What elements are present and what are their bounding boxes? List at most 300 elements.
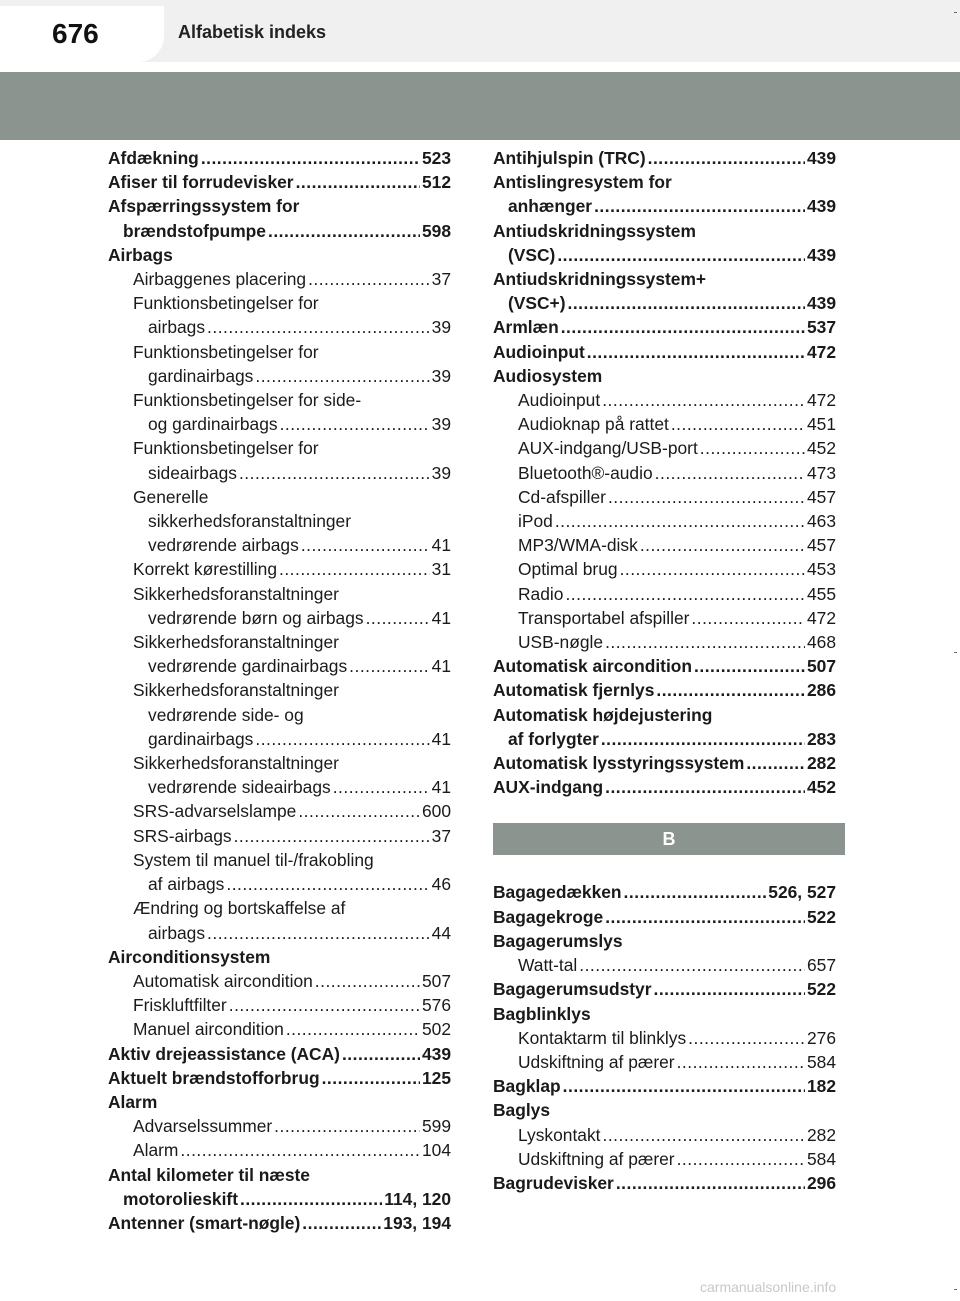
entry-term: brændstofpumpe <box>123 220 266 241</box>
entry-term: MP3/WMA-disk <box>518 535 638 556</box>
index-entry <box>108 727 451 751</box>
dot-leader <box>605 905 805 929</box>
entry-term: Antiudskridningssystem+ <box>493 269 707 290</box>
entry-term: gardinairbags <box>148 365 254 386</box>
dot-leader <box>239 461 430 485</box>
dot-leader <box>648 146 805 170</box>
index-entry <box>493 509 836 533</box>
index-entry <box>493 412 836 436</box>
dot-leader <box>286 1017 420 1041</box>
entry-term: Alarm <box>108 1091 158 1112</box>
index-entry <box>108 533 451 557</box>
entry-term: Audioknap på rattet <box>518 414 669 435</box>
index-entry <box>108 340 451 364</box>
entry-page: 451 <box>806 414 836 435</box>
margin-tick <box>954 652 957 653</box>
index-entry <box>108 557 451 581</box>
index-entry <box>108 219 451 243</box>
dot-leader <box>608 485 805 509</box>
dot-leader <box>677 1147 805 1171</box>
entry-term: Bluetooth®-audio <box>518 462 653 483</box>
entry-page: 537 <box>806 317 836 338</box>
entry-term: Manuel aircondition <box>133 1019 284 1040</box>
entry-term: Funktionsbetingelser for <box>133 293 319 314</box>
entry-term: Afiser til forrudevisker <box>108 172 294 193</box>
dot-leader <box>563 1074 805 1098</box>
entry-term: sideairbags <box>148 462 237 483</box>
index-entry <box>108 969 451 993</box>
dot-leader <box>322 1066 420 1090</box>
dot-leader <box>240 1187 382 1211</box>
index-entry <box>493 194 836 218</box>
entry-page: 31 <box>431 559 451 580</box>
entry-term: vedrørende børn og airbags <box>148 607 364 628</box>
dot-leader <box>671 412 805 436</box>
dot-leader <box>654 977 805 1001</box>
dot-leader <box>616 1171 805 1195</box>
dot-leader <box>620 557 805 581</box>
entry-page: 473 <box>806 462 836 483</box>
entry-page: 46 <box>431 874 451 895</box>
index-entry <box>493 291 836 315</box>
entry-term: Automatisk fjernlys <box>493 680 655 701</box>
entry-page: 41 <box>431 656 451 677</box>
entry-page: 472 <box>806 607 836 628</box>
index-entry <box>108 461 451 485</box>
dot-leader <box>605 630 805 654</box>
entry-term: Bagagerumslys <box>493 930 623 951</box>
entry-term: System til manuel til-/frakobling <box>133 849 374 870</box>
entry-term: Bagrudevisker <box>493 1172 614 1193</box>
entry-term: Automatisk højdejustering <box>493 704 713 725</box>
index-entry <box>493 929 836 953</box>
dot-leader <box>315 969 420 993</box>
dot-leader <box>694 654 805 678</box>
header-bar <box>0 0 960 62</box>
index-entry <box>493 775 836 799</box>
entry-term: og gardinairbags <box>148 414 278 435</box>
entry-term: Automatisk aircondition <box>133 970 313 991</box>
index-entry <box>493 1026 836 1050</box>
entry-page: 125 <box>421 1067 451 1088</box>
index-entry <box>493 533 836 557</box>
index-entry <box>108 654 451 678</box>
index-entry <box>493 953 836 977</box>
index-entry <box>108 315 451 339</box>
dot-leader <box>308 267 430 291</box>
index-entry <box>108 267 451 291</box>
dot-leader <box>677 1050 805 1074</box>
dot-leader <box>279 557 430 581</box>
index-entry <box>493 905 836 929</box>
entry-term: Bagblinklys <box>493 1003 591 1024</box>
entry-page: 463 <box>806 511 836 532</box>
entry-page: 452 <box>806 438 836 459</box>
entry-page: 507 <box>421 970 451 991</box>
entry-page: 44 <box>431 922 451 943</box>
dot-leader <box>180 1138 420 1162</box>
entry-term: Funktionsbetingelser for <box>133 341 319 362</box>
entry-term: vedrørende airbags <box>148 535 299 556</box>
entry-term: vedrørende side- og <box>148 704 304 725</box>
entry-page: 522 <box>806 906 836 927</box>
entry-page: 283 <box>806 728 836 749</box>
index-entry <box>493 340 836 364</box>
index-entry <box>108 1187 451 1211</box>
index-entry <box>493 146 836 170</box>
header-band <box>0 72 960 140</box>
index-entry <box>493 461 836 485</box>
index-entry <box>108 1090 451 1114</box>
index-entry <box>493 170 836 194</box>
dot-leader <box>603 1123 805 1147</box>
entry-page: 276 <box>806 1027 836 1048</box>
entry-page: 282 <box>806 753 836 774</box>
entry-term: af forlygter <box>508 728 599 749</box>
dot-leader <box>594 194 805 218</box>
index-entry <box>493 315 836 339</box>
entry-term: Korrekt kørestilling <box>133 559 277 580</box>
entry-page: 39 <box>431 317 451 338</box>
entry-page: 472 <box>806 341 836 362</box>
index-column-right <box>493 146 836 1195</box>
entry-term: Friskluftfilter <box>133 995 227 1016</box>
index-entry <box>108 412 451 436</box>
entry-page: 282 <box>806 1124 836 1145</box>
entry-term: Sikkerhedsforanstaltninger <box>133 583 339 604</box>
entry-term: Ændring og bortskaffelse af <box>133 898 346 919</box>
index-entry <box>493 1050 836 1074</box>
entry-term: Antiudskridningssystem <box>493 220 696 241</box>
index-entry <box>493 557 836 581</box>
dot-leader <box>579 953 805 977</box>
dot-leader <box>605 775 805 799</box>
index-column-left <box>108 146 451 1235</box>
entry-page: 452 <box>806 777 836 798</box>
dot-leader <box>366 606 430 630</box>
entry-page: 439 <box>806 244 836 265</box>
entry-term: Antihjulspin (TRC) <box>493 148 646 168</box>
entry-term: Armlæn <box>493 317 559 338</box>
index-entry <box>493 364 836 388</box>
dot-leader <box>255 364 429 388</box>
dot-leader <box>568 291 805 315</box>
index-entry <box>108 436 451 460</box>
dot-leader <box>349 654 430 678</box>
dot-leader <box>226 872 429 896</box>
index-entry <box>108 606 451 630</box>
dot-leader <box>274 1114 420 1138</box>
entry-page: 657 <box>806 955 836 976</box>
entry-term: Antenner (smart-nøgle) <box>108 1212 301 1233</box>
entry-page: 600 <box>421 801 451 822</box>
index-entry <box>108 872 451 896</box>
index-entry <box>108 703 451 727</box>
index-entry <box>493 880 836 904</box>
entry-term: (VSC) <box>508 244 556 265</box>
watermark: carmanualsonline.info <box>700 1279 837 1295</box>
entry-term: USB-nøgle <box>518 632 604 653</box>
dot-leader <box>234 824 430 848</box>
entry-term: AUX-indgang <box>493 777 604 798</box>
dot-leader <box>342 1042 420 1066</box>
entry-term: Kontaktarm til blinklys <box>518 1027 687 1048</box>
entry-page: 468 <box>806 632 836 653</box>
index-entry <box>493 606 836 630</box>
entry-page: 523 <box>421 148 451 168</box>
entry-page: 584 <box>806 1051 836 1072</box>
index-entry <box>493 630 836 654</box>
entry-page: 453 <box>806 559 836 580</box>
entry-term: airbags <box>148 922 206 943</box>
margin-tick <box>954 12 957 13</box>
index-entry <box>493 1098 836 1122</box>
dot-leader <box>624 880 767 904</box>
entry-term: Aktuelt brændstofforbrug <box>108 1067 320 1088</box>
dot-leader <box>207 921 430 945</box>
index-entry <box>108 678 451 702</box>
dot-leader <box>229 993 420 1017</box>
index-entry <box>108 194 451 218</box>
entry-term: vedrørende gardinairbags <box>148 656 348 677</box>
dot-leader <box>207 315 430 339</box>
page-number: 676 <box>0 6 164 62</box>
entry-term: Sikkerhedsforanstaltninger <box>133 753 339 774</box>
entry-term: gardinairbags <box>148 728 254 749</box>
entry-term: AUX-indgang/USB-port <box>518 438 698 459</box>
entry-term: af airbags <box>148 874 225 895</box>
dot-leader <box>700 436 805 460</box>
dot-leader <box>746 751 805 775</box>
index-entry <box>108 1066 451 1090</box>
entry-term: Watt-tal <box>518 955 578 976</box>
dot-leader <box>587 340 805 364</box>
index-entry <box>493 678 836 702</box>
entry-term: airbags <box>148 317 206 338</box>
entry-page: 439 <box>421 1043 451 1064</box>
dot-leader <box>555 509 805 533</box>
entry-page: 502 <box>421 1019 451 1040</box>
entry-term: Sikkerhedsforanstaltninger <box>133 680 339 701</box>
index-entry <box>108 170 451 194</box>
entry-term: Baglys <box>493 1100 551 1121</box>
index-entry <box>108 848 451 872</box>
section-header-b: B <box>493 823 845 855</box>
dot-leader <box>565 582 805 606</box>
entry-page: 507 <box>806 656 836 677</box>
dot-leader <box>280 412 430 436</box>
index-entry <box>493 436 836 460</box>
margin-tick <box>954 1289 957 1290</box>
index-entry <box>493 1074 836 1098</box>
entry-term: motorolieskift <box>123 1188 238 1209</box>
entry-term: Afdækning <box>108 148 199 168</box>
entry-page: 182 <box>806 1076 836 1097</box>
entry-term: Antal kilometer til næste <box>108 1164 310 1185</box>
dot-leader <box>557 243 805 267</box>
entry-page: 472 <box>806 390 836 411</box>
entry-term: Airbags <box>108 244 173 265</box>
entry-term: Cd-afspiller <box>518 486 606 507</box>
entry-term: Bagagekroge <box>493 906 604 927</box>
entry-term: sikkerhedsforanstaltninger <box>148 511 351 532</box>
entry-page: 457 <box>806 486 836 507</box>
index-entry <box>493 243 836 267</box>
entry-page: 39 <box>431 462 451 483</box>
entry-term: Lyskontakt <box>518 1124 601 1145</box>
entry-term: Alarm <box>133 1140 179 1161</box>
dot-leader <box>640 533 805 557</box>
entry-page: 193, 194 <box>383 1212 451 1233</box>
entry-page: 457 <box>806 535 836 556</box>
index-entry <box>108 1138 451 1162</box>
entry-page: 39 <box>431 414 451 435</box>
entry-page: 598 <box>421 220 451 241</box>
entry-term: Advarselssummer <box>133 1116 273 1137</box>
entry-page: 37 <box>431 825 451 846</box>
entry-page: 41 <box>431 535 451 556</box>
index-entry <box>493 703 836 727</box>
index-entry <box>108 146 451 170</box>
page-title: Alfabetisk indeks <box>178 22 327 42</box>
dot-leader <box>602 388 805 412</box>
entry-page: 455 <box>806 583 836 604</box>
entry-term: Funktionsbetingelser for side- <box>133 390 362 411</box>
index-group-b <box>493 880 836 1195</box>
dot-leader <box>301 533 430 557</box>
entry-page: 522 <box>806 979 836 1000</box>
entry-page: 104 <box>421 1140 451 1161</box>
entry-term: anhænger <box>508 196 593 217</box>
entry-term: Automatisk aircondition <box>493 656 693 677</box>
entry-term: Audiosystem <box>493 365 603 386</box>
entry-page: 512 <box>421 172 451 193</box>
dot-leader <box>688 1026 805 1050</box>
entry-term: iPod <box>518 511 553 532</box>
index-entry <box>493 485 836 509</box>
index-entry <box>493 751 836 775</box>
entry-term: Funktionsbetingelser for <box>133 438 319 459</box>
index-entry <box>108 1017 451 1041</box>
index-entry <box>493 1147 836 1171</box>
index-entry <box>108 1114 451 1138</box>
index-entry <box>108 775 451 799</box>
entry-term: Transportabel afspiller <box>518 607 690 628</box>
entry-page: 296 <box>806 1172 836 1193</box>
index-entry <box>493 654 836 678</box>
index-group-a <box>493 146 836 799</box>
dot-leader <box>298 799 420 823</box>
index-entry <box>108 751 451 775</box>
index-entry <box>108 1042 451 1066</box>
entry-term: SRS-advarselslampe <box>133 801 297 822</box>
index-entry <box>108 1163 451 1187</box>
index-entry <box>108 291 451 315</box>
entry-term: Generelle <box>133 486 209 507</box>
entry-term: Antislingresystem for <box>493 172 672 193</box>
index-entry <box>108 388 451 412</box>
entry-term: Automatisk lysstyringssystem <box>493 753 745 774</box>
index-entry <box>493 1171 836 1195</box>
entry-term: Afspærringssystem for <box>108 196 300 217</box>
entry-page: 599 <box>421 1116 451 1137</box>
index-entry <box>493 727 836 751</box>
entry-term: Audioinput <box>493 341 585 362</box>
entry-term: Airbaggenes placering <box>133 269 307 290</box>
index-entry <box>493 582 836 606</box>
entry-term: Airconditionsystem <box>108 946 271 967</box>
index-entry <box>108 1211 451 1235</box>
index-entry <box>108 945 451 969</box>
entry-page: 526, 527 <box>768 882 836 903</box>
entry-page: 286 <box>806 680 836 701</box>
index-entry <box>108 799 451 823</box>
entry-page: 41 <box>431 607 451 628</box>
entry-term: Bagagedækken <box>493 882 622 903</box>
entry-page: 576 <box>421 995 451 1016</box>
index-entry <box>108 509 451 533</box>
entry-page: 39 <box>431 365 451 386</box>
entry-term: Aktiv drejeassistance (ACA) <box>108 1043 340 1064</box>
index-entry <box>108 485 451 509</box>
index-entry <box>108 630 451 654</box>
entry-page: 439 <box>806 196 836 217</box>
index-entry <box>108 921 451 945</box>
index-entry <box>108 993 451 1017</box>
entry-page: 439 <box>806 293 836 314</box>
dot-leader <box>655 461 805 485</box>
index-entry <box>108 582 451 606</box>
dot-leader <box>656 678 805 702</box>
index-entry <box>493 388 836 412</box>
dot-leader <box>302 1211 381 1235</box>
index-entry <box>493 1123 836 1147</box>
dot-leader <box>296 170 420 194</box>
entry-term: Audioinput <box>518 390 601 411</box>
entry-term: Udskiftning af pærer <box>518 1051 675 1072</box>
entry-page: 41 <box>431 728 451 749</box>
entry-page: 114, 120 <box>384 1188 451 1209</box>
entry-term: SRS-airbags <box>133 825 232 846</box>
index-entry <box>108 364 451 388</box>
entry-term: Sikkerhedsforanstaltninger <box>133 632 339 653</box>
index-entry <box>493 219 836 243</box>
entry-term: Udskiftning af pærer <box>518 1148 675 1169</box>
index-entry <box>108 824 451 848</box>
entry-page: 37 <box>431 269 451 290</box>
index-entry <box>493 1002 836 1026</box>
entry-page: 439 <box>806 148 836 168</box>
dot-leader <box>691 606 805 630</box>
entry-term: vedrørende sideairbags <box>148 777 331 798</box>
entry-term: (VSC+) <box>508 293 566 314</box>
dot-leader <box>333 775 430 799</box>
dot-leader <box>561 315 805 339</box>
index-entry <box>493 267 836 291</box>
dot-leader <box>201 146 420 170</box>
dot-leader <box>268 219 420 243</box>
entry-term: Optimal brug <box>518 559 618 580</box>
dot-leader <box>601 727 805 751</box>
entry-page: 41 <box>431 777 451 798</box>
entry-term: Bagklap <box>493 1076 561 1097</box>
index-entry <box>108 243 451 267</box>
index-entry <box>493 977 836 1001</box>
entry-term: Bagagerumsudstyr <box>493 979 652 1000</box>
index-entry <box>108 896 451 920</box>
entry-page: 584 <box>806 1148 836 1169</box>
dot-leader <box>255 727 429 751</box>
